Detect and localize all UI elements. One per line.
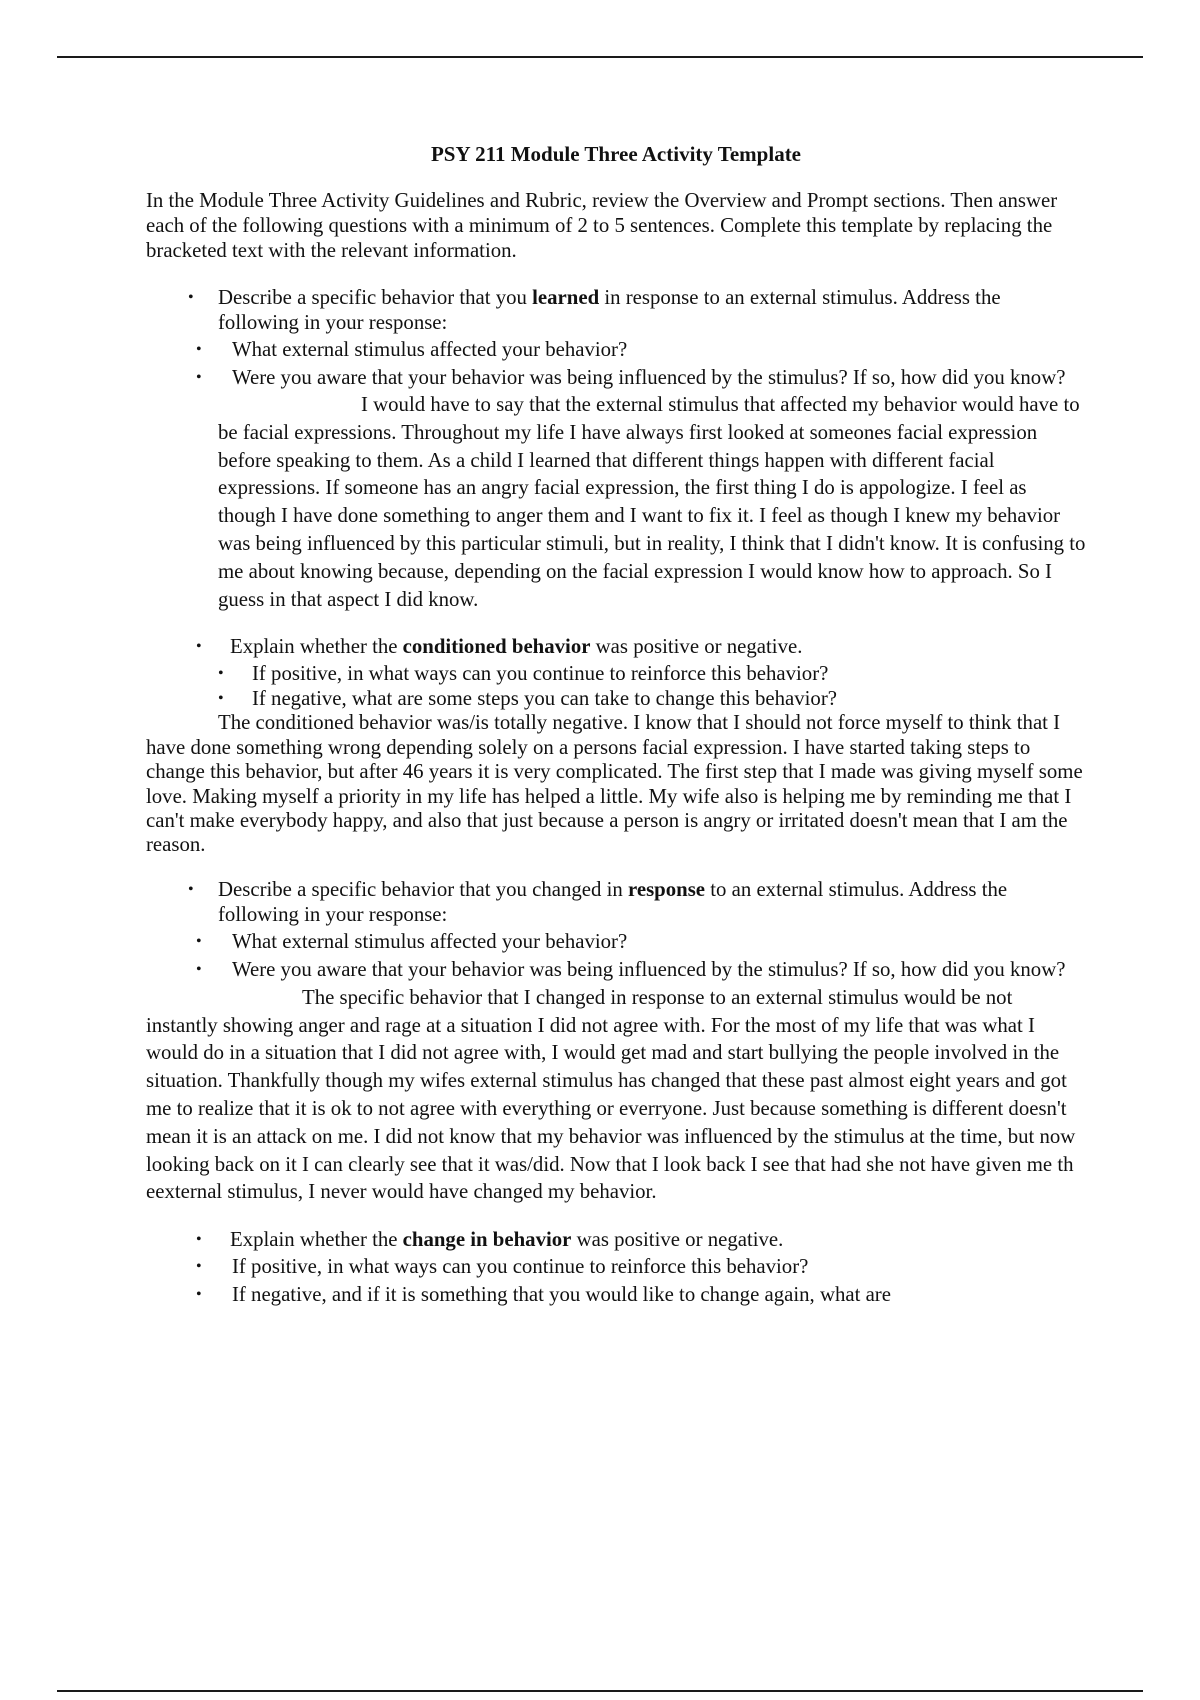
sub-item-text: If negative, what are some steps you can take to change this behavior? [252, 687, 837, 711]
intro-paragraph: In the Module Three Activity Guidelines and Rubric, review the Overview and Prompt sections. Then answer each of the following questions with a minimum of 2 to 5 sentences. Complete this template by replacing the bracketed text with the relevant information. [146, 189, 1058, 262]
question-4-text-pre: Explain whether the [230, 1228, 403, 1252]
bullet-icon: • [196, 1258, 202, 1276]
question-2-text-bold: conditioned behavior [402, 635, 591, 659]
sub-item-text: Were you aware that your behavior was being influenced by the stimulus? If so, how did you know? [232, 957, 1066, 981]
sub-item-text: If positive, in what ways can you continue to reinforce this behavior? [252, 662, 829, 686]
sub-item-text: What external stimulus affected your behavior? [232, 338, 628, 361]
question-1-text-bold: learned [532, 286, 600, 309]
sub-item-text: Were you aware that your behavior was being influenced by the stimulus? If so, how did you know? [232, 366, 1066, 389]
question-3-sub-2 [146, 957, 1086, 982]
sub-item-text: If positive, in what ways can you continue to reinforce this behavior? [232, 1255, 809, 1279]
question-4 [146, 1227, 1086, 1252]
bullet-icon: • [196, 960, 202, 978]
question-list-4 [146, 1227, 1086, 1252]
bullet-icon: • [196, 1231, 202, 1249]
question-1-sub-1 [146, 337, 1086, 362]
question-4-sub-1 [146, 1254, 1086, 1279]
question-2-text-post: was positive or negative. [590, 635, 803, 659]
bullet-icon: • [196, 341, 202, 358]
question-4-text-post: was positive or negative. [571, 1228, 784, 1252]
bullet-icon: • [196, 369, 202, 386]
question-3-text-bold: response [628, 877, 706, 901]
bullet-icon: • [196, 638, 202, 656]
question-3-text-post: to an external stimulus. Address the following in your response: [218, 877, 1008, 926]
question-1-text-pre: Describe a specific behavior that you [218, 286, 533, 309]
top-rule [57, 56, 1143, 58]
question-3-subitems [146, 929, 1086, 982]
question-1-subitems [146, 337, 1086, 390]
bullet-icon: • [218, 690, 224, 708]
question-4-subitems [146, 1254, 1086, 1307]
bullet-icon: • [188, 880, 194, 898]
bullet-icon: • [218, 665, 224, 683]
question-2 [146, 634, 1086, 659]
question-3 [146, 877, 1086, 927]
sub-item-text: If negative, and if it is something that you would like to change again, what are [232, 1283, 891, 1307]
question-3-text-pre: Describe a specific behavior that you changed in [218, 877, 628, 901]
answer-3: The specific behavior that I changed in response to an external stimulus would be not instantly showing anger and rage at a situation I did not agree with. For the most of my life that was what I would do in a situation that I did not agree with, I would get mad and start bullying the people involved in the situation. Thankfully though my wifes external stimulus has changed that these past almost eight years and got me to realize that it is ok to not agree with everything or everryone. Just because something is different doesn't mean it is an attack on me. I did not know that my behavior was influenced by the stimulus at the time, but now looking back on it I can clearly see that it was/did. Now that I look back I see that had she not have given me th eexternal stimulus, I never would have changed my behavior. [146, 985, 1076, 1204]
bullet-icon: • [196, 932, 202, 950]
question-2-subitems [146, 661, 1086, 711]
question-list-2 [146, 634, 1086, 659]
question-1-text-post: in response to an external stimulus. Address the following in your response: [218, 286, 1001, 334]
bullet-icon: • [188, 289, 194, 306]
question-1-sub-2 [146, 365, 1086, 390]
answer-1: I would have to say that the external stimulus that affected my behavior would have to be facial expressions. Throughout my life I have always first looked at someones facial expression before speaking to them. As a child I learned that different things happen with different facial expressions. If someone has an angry facial expression, the first thing I do is appologize. I feel as though I have done something to anger them and I want to fix it. I feel as though I knew my behavior was being influenced by this particular stimuli, but in reality, I think that I didn't know. It is confusing to me about knowing because, depending on the facial expression I would know how to approach. So I guess in that aspect I did know. [218, 393, 1086, 611]
document-page [146, 142, 1086, 1310]
document-title: PSY 211 Module Three Activity Template [430, 142, 802, 166]
answer-2: The conditioned behavior was/is totally negative. I know that I should not force myself to think that I have done something wrong depending solely on a persons facial expression. I have started taking steps to change this behavior, but after 46 years it is very complicated. The first step that I made was giving myself some love. Making myself a priority in my life has helped a little. My wife also is helping me by reminding me that I can't make everybody happy, and also that just because a person is angry or irritated doesn't mean that I am the reason. [146, 711, 1083, 857]
question-2-text-pre: Explain whether the [230, 635, 403, 659]
question-2-sub-1 [190, 661, 1086, 686]
question-list-3 [146, 877, 1086, 927]
sub-item-text: What external stimulus affected your behavior? [232, 929, 628, 953]
question-4-text-bold: change in behavior [402, 1228, 572, 1252]
question-3-sub-1 [146, 929, 1086, 954]
bottom-rule [57, 1690, 1143, 1692]
question-4-sub-2 [146, 1282, 1086, 1307]
question-list-1 [146, 285, 1086, 335]
question-1 [146, 285, 1086, 335]
question-2-sub-2 [190, 686, 1086, 711]
bullet-icon: • [196, 1286, 202, 1304]
